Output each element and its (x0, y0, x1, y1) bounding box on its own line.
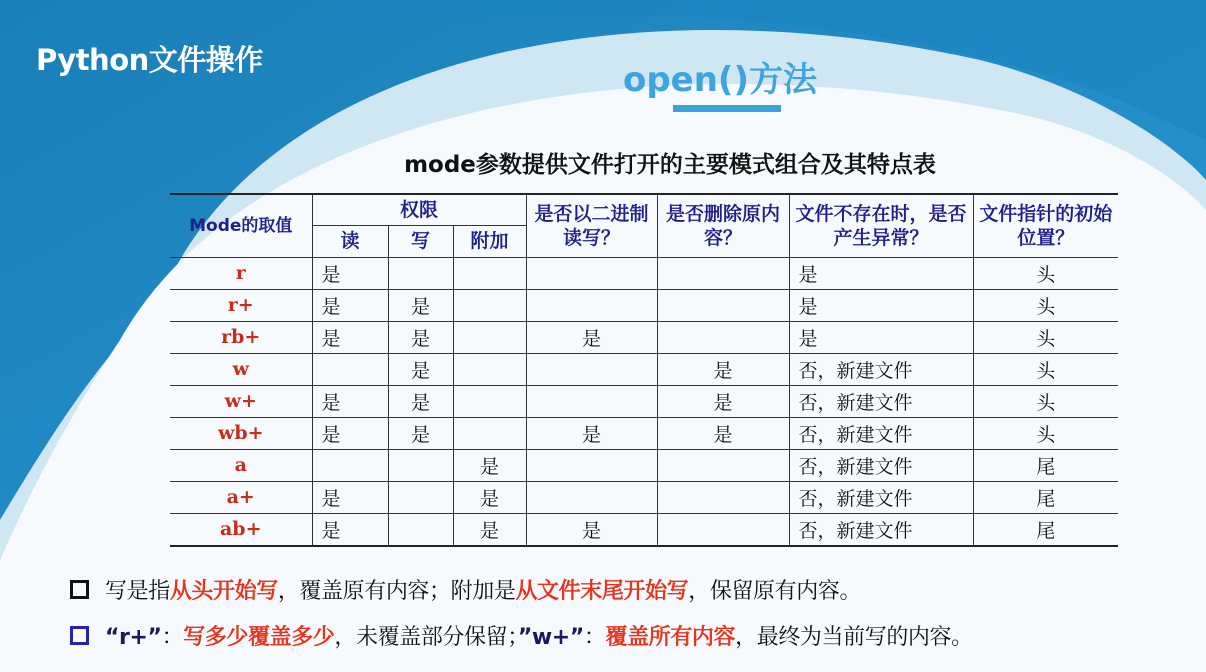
pointer-cell: 头 (973, 417, 1118, 449)
delete-cell (657, 321, 789, 353)
square-bullet-icon (70, 626, 89, 645)
append-cell: 是 (453, 481, 526, 513)
binary-cell (526, 257, 657, 289)
delete-cell: 是 (657, 353, 789, 385)
append-cell (453, 353, 526, 385)
note-emphasis: 覆盖所有内容 (605, 625, 736, 650)
header-permission: 权限 (312, 194, 526, 225)
write-cell: 是 (388, 353, 453, 385)
note-text: ，最终为当前写的内容。 (735, 625, 973, 650)
binary-cell (526, 449, 657, 481)
header-missing: 文件不存在时，是否产生异常？ (789, 194, 973, 257)
table-row (170, 353, 1118, 385)
header-delete: 是否删除原内容？ (657, 194, 789, 257)
missing-cell: 否，新建文件 (789, 385, 973, 417)
missing-cell: 否，新建文件 (789, 481, 973, 513)
table-row (170, 385, 1118, 417)
mode-cell: a (170, 449, 312, 481)
note-mode: “r+” (105, 625, 162, 650)
table-row (170, 257, 1118, 289)
mode-cell: wb+ (170, 417, 312, 449)
missing-cell: 否，新建文件 (789, 449, 973, 481)
binary-cell (526, 353, 657, 385)
missing-cell: 是 (789, 289, 973, 321)
delete-cell (657, 257, 789, 289)
table-row (170, 481, 1118, 513)
missing-cell: 否，新建文件 (789, 353, 973, 385)
binary-cell (526, 385, 657, 417)
binary-cell (526, 289, 657, 321)
mode-cell: w (170, 353, 312, 385)
table-row (170, 449, 1118, 481)
pointer-cell: 尾 (973, 481, 1118, 513)
pointer-cell: 尾 (973, 513, 1118, 546)
write-cell: 是 (388, 385, 453, 417)
write-cell: 是 (388, 417, 453, 449)
read-cell: 是 (312, 289, 388, 321)
delete-cell (657, 481, 789, 513)
write-cell (388, 513, 453, 546)
note-text: ： (161, 625, 184, 650)
note-rplus-vs-wplus (70, 620, 973, 651)
slide-title: Python文件操作 (36, 43, 263, 77)
section-title: open()方法 (622, 60, 818, 100)
append-cell (453, 257, 526, 289)
delete-cell: 是 (657, 417, 789, 449)
write-cell: 是 (388, 321, 453, 353)
append-cell: 是 (453, 513, 526, 546)
pointer-cell: 头 (973, 385, 1118, 417)
delete-cell (657, 449, 789, 481)
note-write-vs-append (70, 574, 861, 605)
write-cell (388, 481, 453, 513)
pointer-cell: 头 (973, 289, 1118, 321)
table-row (170, 417, 1118, 449)
read-cell: 是 (312, 257, 388, 289)
note-text: ，保留原有内容。 (688, 579, 862, 604)
write-cell (388, 257, 453, 289)
read-cell: 是 (312, 481, 388, 513)
binary-cell: 是 (526, 417, 657, 449)
header-write: 写 (388, 225, 453, 257)
pointer-cell: 尾 (973, 449, 1118, 481)
header-pointer: 文件指针的初始位置？ (973, 194, 1118, 257)
read-cell (312, 449, 388, 481)
pointer-cell: 头 (973, 321, 1118, 353)
read-cell: 是 (312, 513, 388, 546)
binary-cell: 是 (526, 513, 657, 546)
header-mode: Mode的取值 (170, 194, 312, 257)
table-caption: mode参数提供文件打开的主要模式组合及其特点表 (404, 152, 936, 178)
header-binary: 是否以二进制读写？ (526, 194, 657, 257)
mode-cell: w+ (170, 385, 312, 417)
mode-cell: r (170, 257, 312, 289)
pointer-cell: 头 (973, 353, 1118, 385)
pointer-cell: 头 (973, 257, 1118, 289)
read-cell: 是 (312, 385, 388, 417)
mode-cell: r+ (170, 289, 312, 321)
header-append: 附加 (453, 225, 526, 257)
append-cell (453, 417, 526, 449)
binary-cell (526, 481, 657, 513)
write-cell: 是 (388, 289, 453, 321)
read-cell: 是 (312, 417, 388, 449)
mode-cell: rb+ (170, 321, 312, 353)
binary-cell: 是 (526, 321, 657, 353)
note-emphasis: 从文件末尾开始写 (515, 579, 689, 604)
read-cell (312, 353, 388, 385)
delete-cell (657, 513, 789, 546)
missing-cell: 否，新建文件 (789, 513, 973, 546)
missing-cell: 否，新建文件 (789, 417, 973, 449)
square-bullet-icon (70, 580, 89, 599)
mode-cell: a+ (170, 481, 312, 513)
delete-cell (657, 289, 789, 321)
note-text: ： (583, 625, 606, 650)
table-row (170, 289, 1118, 321)
note-emphasis: 写多少覆盖多少 (183, 625, 335, 650)
note-emphasis: 从头开始写 (169, 579, 278, 604)
table-row (170, 321, 1118, 353)
delete-cell: 是 (657, 385, 789, 417)
note-text: ，未覆盖部分保留； (334, 625, 518, 650)
read-cell: 是 (312, 321, 388, 353)
append-cell (453, 321, 526, 353)
mode-table (170, 193, 1118, 547)
note-text: ，覆盖原有内容；附加是 (277, 579, 516, 604)
note-text: 写是指 (105, 579, 170, 604)
write-cell (388, 449, 453, 481)
title-underline (673, 105, 781, 112)
append-cell: 是 (453, 449, 526, 481)
note-mode: ”w+” (517, 625, 584, 650)
missing-cell: 是 (789, 257, 973, 289)
mode-cell: ab+ (170, 513, 312, 546)
table-row (170, 513, 1118, 546)
append-cell (453, 289, 526, 321)
missing-cell: 是 (789, 321, 973, 353)
append-cell (453, 385, 526, 417)
header-read: 读 (312, 225, 388, 257)
